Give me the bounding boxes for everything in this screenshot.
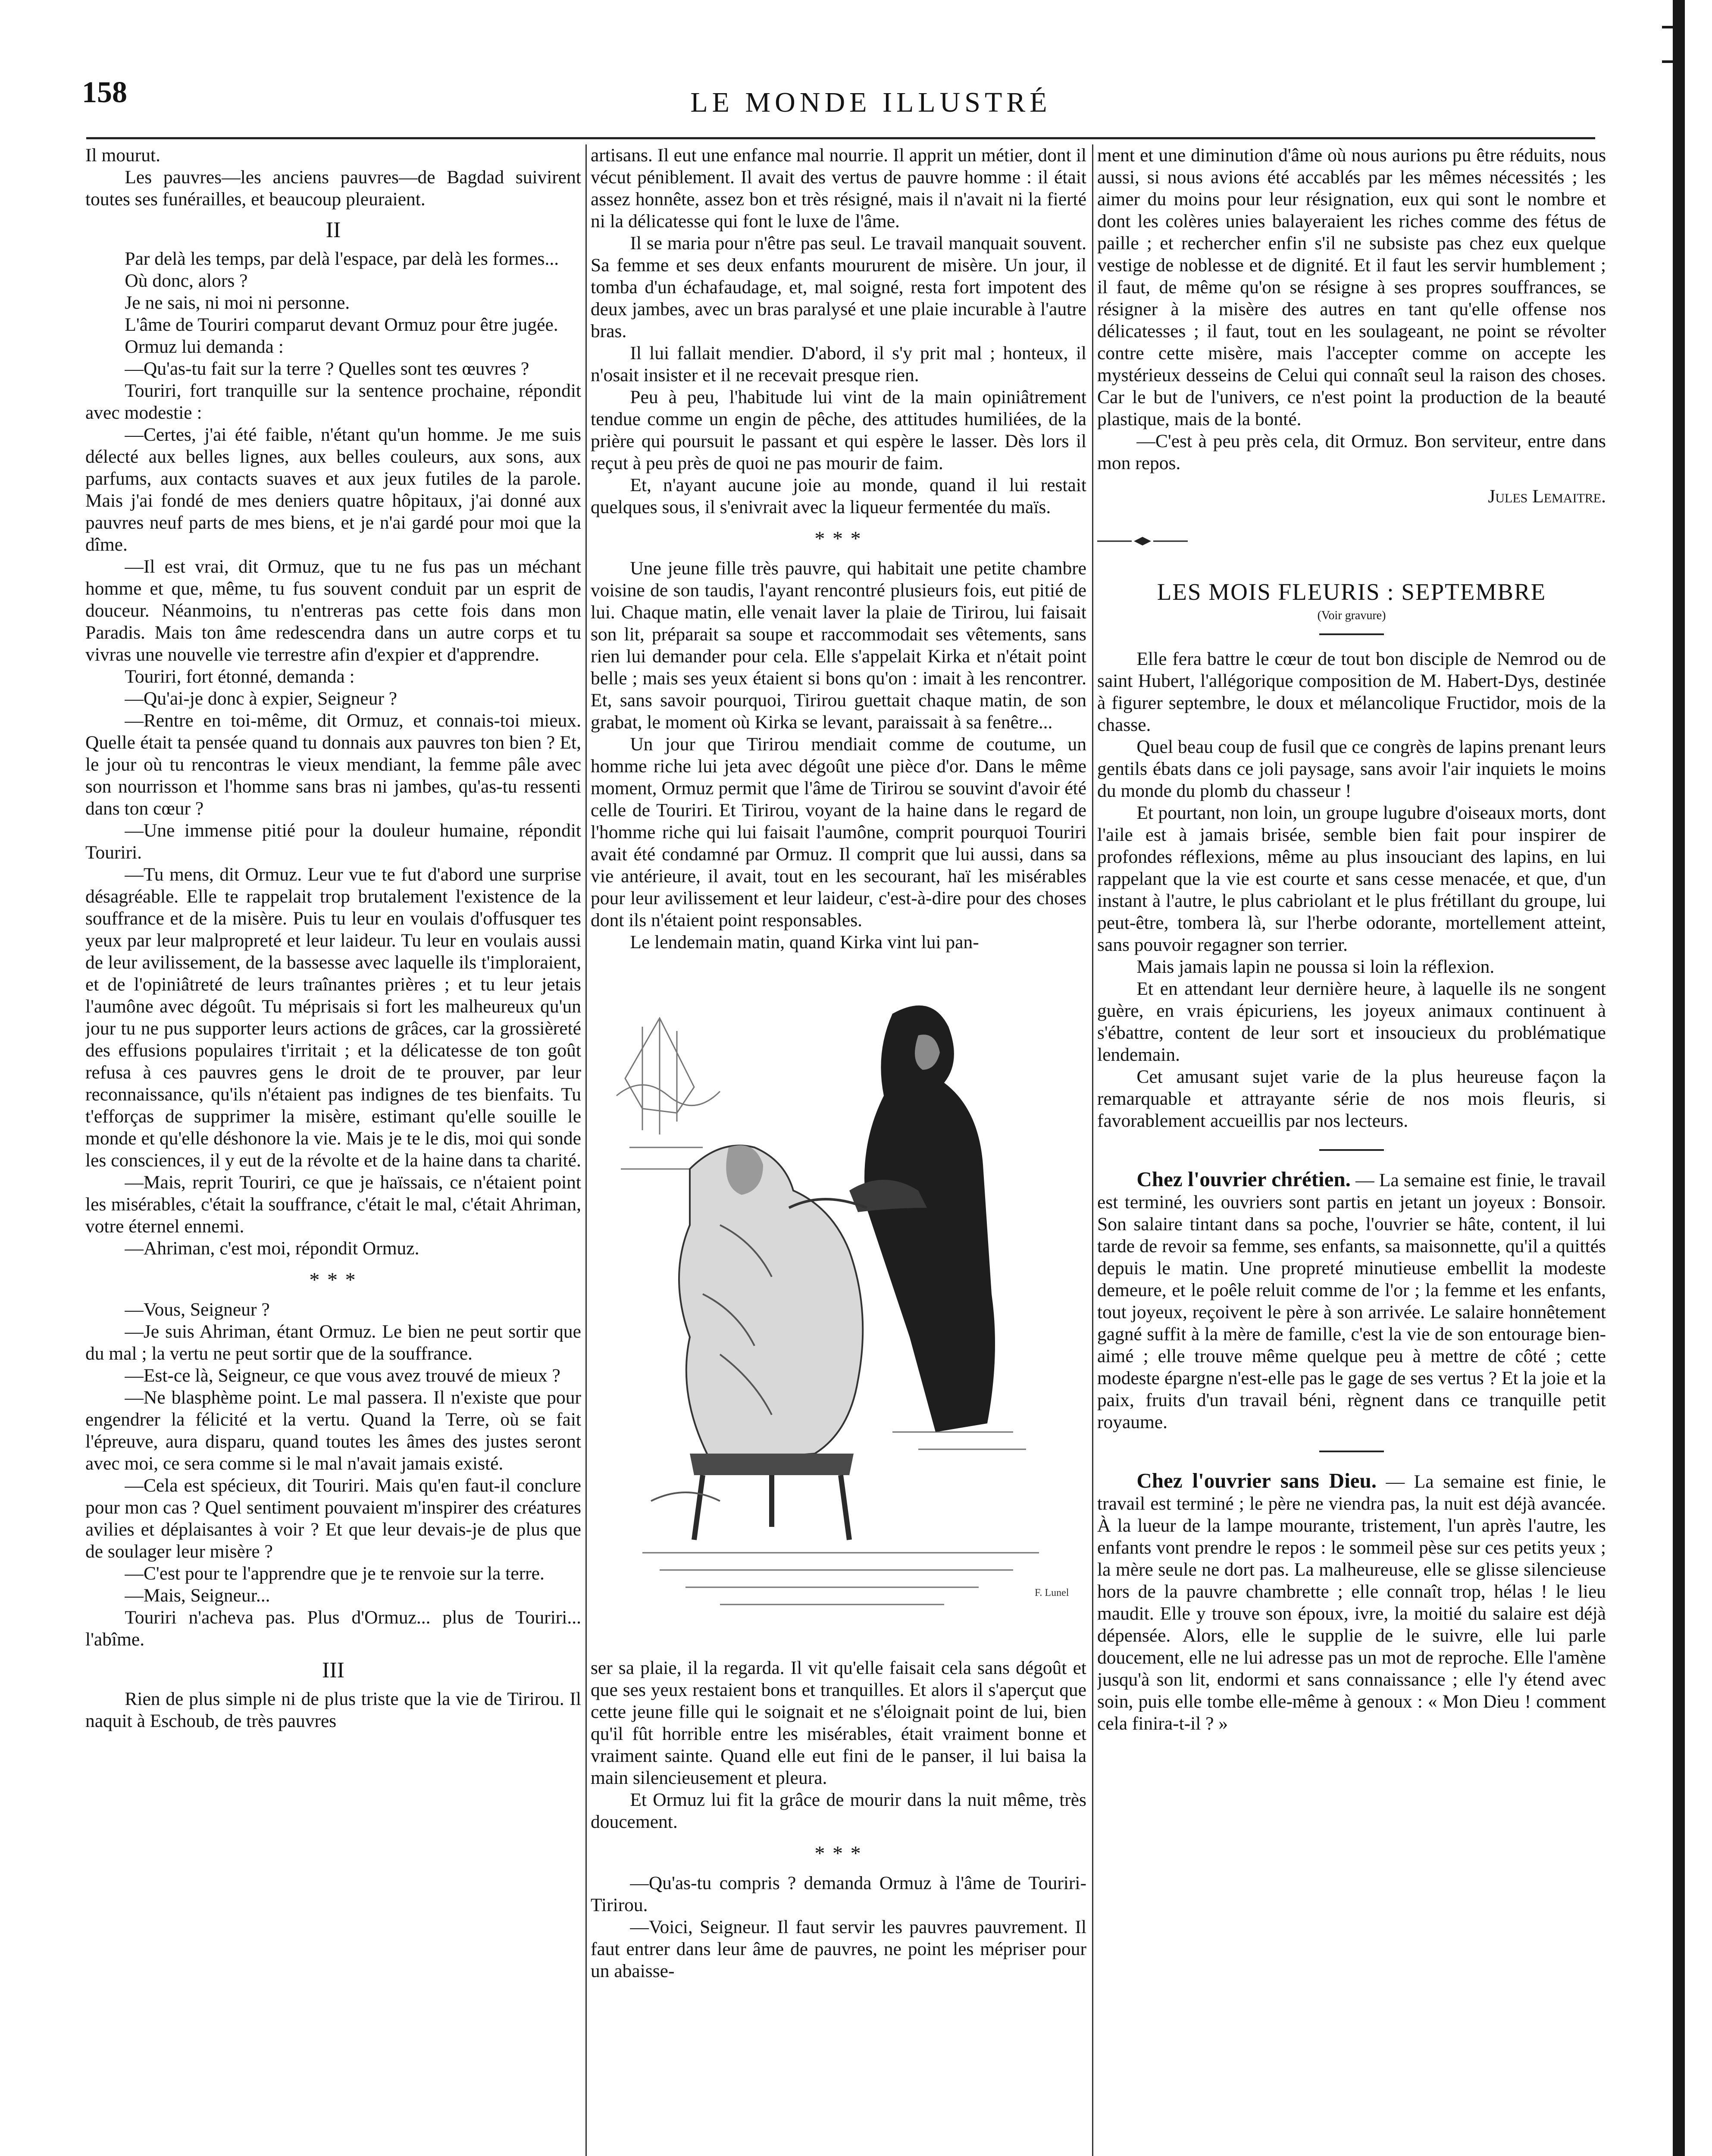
paragraph: Une jeune fille très pauvre, qui habitait une petite chambre voisine de son taudis, l'ayant rencontré plusieurs fois, eut pitié de lui. Chaque matin, elle venait laver la plaie de Tirirou, lui faisait son lit, préparait sa soupe et raccommodait ses vêtements, sans rien lui demander pour cela. Elle s'appelait Kirka et n'était point belle ; mais ses yeux étaient si bons qu'on : imait à les rencontrer. Et, sans savoir pourquoi, Tirirou guettait chaque matin, de son grabat, le moment où Kirka se levant, paraissait à sa fenêtre... xyxy=(591,558,1086,733)
short-rule xyxy=(1319,1149,1384,1151)
author-signature: Jules Lemaitre. xyxy=(1488,486,1606,507)
paragraph: —Voici, Seigneur. Il faut servir les pauvres pauvrement. Il faut entrer dans leur âme de pauvres, ne point les mépriser pour un abaisse- xyxy=(591,1917,1086,1981)
paragraph: —Ne blasphème point. Le mal passera. Il n'existe que pour engendrer la félicité et la vertu. Quand la Terre, où se fait l'épreuve, aura disparu, quand toutes les âmes des justes seront avec moi, ce sera comme si le mal n'avait jamais existé. xyxy=(85,1387,581,1474)
paragraph: Touriri, fort étonné, demanda : xyxy=(125,666,355,687)
paragraph: Elle fera battre le cœur de tout bon disciple de Nemrod ou de saint Hubert, l'allégorique composition de M. Habert-Dys, destinée à figurer septembre, le doux et mélancolique Fructidor, mois de la chasse. xyxy=(1097,649,1606,735)
paragraph: Peu à peu, l'habitude lui vint de la main opiniâtrement tendue comme un engin de pêche, des attitudes humiliées, de la prière qui poursuit le passant et qui espère le lasser. Dès lors il reçut à peu près de quoi ne pas mourir de faim. xyxy=(591,387,1086,473)
asterism: * * * xyxy=(814,527,863,550)
paragraph: —Ahriman, c'est moi, répondit Ormuz. xyxy=(125,1238,419,1259)
short-rule xyxy=(1319,1451,1384,1452)
paragraph: Quel beau coup de fusil que ce congrès de lapins prenant leurs gentils ébats dans ce joli paysage, sans avoir l'air inquiets le moins du monde du plomb du chasseur ! xyxy=(1097,736,1606,801)
paragraph: Cet amusant sujet varie de la plus heureuse façon la remarquable et attrayante série de nos mois fleuris, si favorablement accueillis par nos lecteurs. xyxy=(1097,1066,1606,1131)
paragraph: —Qu'as-tu fait sur la terre ? Quelles sont tes œuvres ? xyxy=(125,358,529,379)
masthead: LE MONDE ILLUSTRÉ xyxy=(690,87,1052,118)
paragraph: Touriri, fort tranquille sur la sentence prochaine, répondit avec modestie : xyxy=(85,380,581,423)
story-text xyxy=(1097,144,1606,474)
paragraph: —Mais, Seigneur... xyxy=(125,1585,270,1606)
paragraph: Et pourtant, non loin, un groupe lugubre d'oiseaux morts, dont l'aile est à jamais brisée, semble bien fait pour inspirer de profondes réflexions, même au plus insouciant des lapins, en lui rappelant que la vie est courte et sans cesse menacée, et que, d'un instant à l'autre, le plus cabriolant et le plus frétillant du groupe, lui peut-être, tombera là, sur l'herbe odorante, mortellement atteint, sans pouvoir regagner son terrier. xyxy=(1097,802,1606,955)
paragraph: Il se maria pour n'être pas seul. Le travail manquait souvent. Sa femme et ses deux enfants moururent de misère. Un jour, il tomba d'un échafaudage, et, mal soigné, resta fort impotent des deux jambes, avec un bras paralysé et une plaie incurable à l'autre bras. xyxy=(591,233,1086,342)
paragraph: Touriri n'acheva pas. Plus d'Ormuz... plus de Touriri... l'abîme. xyxy=(85,1607,581,1650)
story-text xyxy=(591,144,1086,953)
paragraph: Un jour que Tirirou mendiait comme de coutume, un homme riche lui jeta avec dégoût une pièce d'or. Dans le même moment, Ormuz permit que l'âme de Tirirou se souvint d'avoir été celle de Touriri. Et Tirirou, voyant de la haine dans le regard de l'homme riche qui lui faisait l'aumône, comprit pourquoi Touriri avait été condamné par Ormuz. Il comprit que lui aussi, dans sa vie antérieure, il avait, tout en les secourant, haï les misérables pour leur avilissement et leur laideur, c'est-à-dire pour des choses dont ils n'étaient point responsables. xyxy=(591,734,1086,931)
header-rule xyxy=(86,137,1595,139)
paragraph: Et Ormuz lui fit la grâce de mourir dans la nuit même, très doucement. xyxy=(591,1789,1086,1832)
paragraph: Il lui fallait mendier. D'abord, il s'y prit mal ; honteux, il n'osait insister et il ne recevait presque rien. xyxy=(591,343,1086,385)
paragraph: —Est-ce là, Seigneur, ce que vous avez trouvé de mieux ? xyxy=(125,1365,560,1386)
paragraph: Mais jamais lapin ne poussa si loin la réflexion. xyxy=(1136,956,1495,977)
paragraph: L'âme de Touriri comparut devant Ormuz pour être jugée. xyxy=(125,314,558,335)
illustration-kirka-tirirou xyxy=(591,966,1086,1648)
paragraph: —Mais, reprit Touriri, ce que je haïssais, ce n'étaient point les misérables, c'était la souffrance, c'était le mal, c'était Ahriman, votre éternel ennemi. xyxy=(85,1172,581,1237)
column-1 xyxy=(85,144,581,2156)
paragraph: —Tu mens, dit Ormuz. Leur vue te fut d'abord une surprise désagréable. Elle te rappelait trop brutalement l'existence de la souffrance et de la misère. Puis tu leur en voulais d'offusquer tes yeux par leur malpropreté et leur laideur. Tu leur en voulais aussi de leur avilissement, de la bassesse avec laquelle ils t'imploraient, et de l'opiniâtreté de leurs traînantes prières ; et tu leur jetais l'aumône avec dégoût. Tu méprisais si fort les malheureux qu'un jour tu ne pus supporter leurs actions de grâces, car la grossièreté des effusions populaires t'irritait ; et la délicatesse de ton goût refusa à ces pauvres gens le droit de te prouver, par leur reconnaissance, qu'ils n'étaient pas indignes de tes bienfaits. Tu t'efforças de supprimer la misère, estimant qu'elle souille le monde et qu'elle déshonore la vie. Mais je te le dis, moi qui sonde les consciences, il y eut de la révolte et de la haine dans ta charité. xyxy=(85,864,581,1171)
section-subhead: (Voir gravure) xyxy=(1317,609,1386,622)
column-3 xyxy=(1097,144,1606,2156)
paragraph: Par delà les temps, par delà l'espace, par delà les formes... xyxy=(125,248,559,269)
paragraph: Je ne sais, ni moi ni personne. xyxy=(125,292,350,313)
column-rule xyxy=(585,144,587,2156)
story-text xyxy=(85,144,581,1732)
paragraph: Ormuz lui demanda : xyxy=(125,336,284,357)
paragraph-text: — La semaine est finie, le travail est terminé ; le père ne viendra pas, la nuit est déjà avancée. À la lueur de la lampe mourante, tristement, l'un après l'autre, les enfants vont prendre le repos : le sommeil pèse sur ces petits yeux ; la mère seule ne dort pas. La malheureuse, elle se glisse silencieuse hors de la pauvre chambrette ; elle connaît trop, hélas ! le lieu maudit. Elle y trouve son époux, ivre, la moitié du salaire est déjà dépensée. Alors, elle le supplie de le suivre, elle lui parle doucement, elle ne lui adresse pas un mot de reproche. Elle l'amène jusqu'à son lit, endormi et sans connaissance ; elle l'y étend avec soin, puis elle tombe elle-même à genoux : « Mon Dieu ! comment cela finira-t-il ? » xyxy=(1097,1471,1606,1734)
binding-mark xyxy=(1662,26,1677,28)
story-text xyxy=(591,1657,1086,1982)
paragraph-ouvrier-chretien xyxy=(1097,1168,1606,1433)
column-2 xyxy=(591,144,1086,2156)
column-rule xyxy=(1092,144,1093,2156)
short-rule xyxy=(1319,633,1384,635)
paragraph: —Rentre en toi-même, dit Ormuz, et connais-toi mieux. Quelle était ta pensée quand tu donnais aux pauvres ton bien ? Et, le jour où tu rencontras le vieux mendiant, la femme pâle avec son nourrisson et l'homme sans bras ni jambes, qu'as-tu ressenti dans ton cœur ? xyxy=(85,710,581,819)
paragraph: —Certes, j'ai été faible, n'étant qu'un homme. Je me suis délecté aux belles lignes, aux belles couleurs, aux sons, aux parfums, aux contacts suaves et aux jeux futiles de la parole. Mais j'ai fondé de mes deniers quatre hôpitaux, j'ai donné aux pauvres neuf parts de mes biens, et je n'ai gardé pour moi que la dîme. xyxy=(85,424,581,555)
illustration-signature: F. Lunel xyxy=(1035,1587,1069,1598)
paragraph: —Je suis Ahriman, étant Ormuz. Le bien ne peut sortir que du mal ; la vertu ne peut sortir que de la souffrance. xyxy=(85,1321,581,1364)
paragraph: —Il est vrai, dit Ormuz, que tu ne fus pas un méchant homme et que, même, tu fus souvent conduit par un esprit de douceur. Néanmoins, tu n'entreras pas cette fois dans mon Paradis. Mais ton âme redescendra dans un autre corps et tu vivras une nouvelle vie terrestre afin d'expier et d'apprendre. xyxy=(85,556,581,665)
paragraph: ment et une diminution d'âme où nous aurions pu être réduits, nous aussi, si nous avions été accablés par les mêmes nécessités ; les aimer du moins pour leur résignation, eux qui sont le nombre et dont les colères unies balayeraient les riches comme des fétus de paille ; et rechercher enfin s'il ne subsiste pas chez eux quelque vestige de noblesse et de dignité. Et il faut les servir humblement ; il faut, de même qu'on se résigne à ses propres souffrances, se résigner à la misère des autres en tant qu'elle offense nos délicatesses ; il faut, tout en les soulageant, ne point se révolter contre cette misère, mais l'accepter comme on accepte les mystérieux desseins de Celui qui connaît seul la raison des choses. Car le but de l'univers, ce n'est point la production de la beauté plastique, mais de la bonté. xyxy=(1097,145,1606,429)
feature-text xyxy=(1097,648,1606,1132)
paragraph: —Cela est spécieux, dit Touriri. Mais qu'en faut-il conclure pour mon cas ? Quel sentiment pouvaient m'inspirer des créatures avilies et déplaisantes à voir ? Et que leur devais-je de plus que de soulager leur misère ? xyxy=(85,1475,581,1562)
runin-heading: Chez l'ouvrier chrétien. xyxy=(1136,1167,1351,1191)
paragraph: —Qu'as-tu compris ? demanda Ormuz à l'âme de Touriri-Tirirou. xyxy=(591,1873,1086,1915)
section-number: III xyxy=(322,1658,344,1683)
asterism: * * * xyxy=(309,1269,357,1291)
ornament-divider xyxy=(1097,536,1188,546)
paragraph: Où donc, alors ? xyxy=(125,270,248,291)
section-headline: LES MOIS FLEURIS : SEPTEMBRE xyxy=(1157,579,1546,605)
paragraph: Les pauvres—les anciens pauvres—de Bagdad suivirent toutes ses funérailles, et beaucoup pleuraient. xyxy=(85,167,581,210)
paragraph: —C'est à peu près cela, dit Ormuz. Bon serviteur, entre dans mon repos. xyxy=(1097,431,1606,473)
runin-heading: Chez l'ouvrier sans Dieu. xyxy=(1136,1469,1377,1492)
binding-mark xyxy=(1662,60,1677,63)
section-number: II xyxy=(325,218,341,242)
paragraph-text: — La semaine est finie, le travail est terminé, les ouvriers sont partis en jetant un joyeux : Bonsoir. Son salaire tintant dans sa poche, l'ouvrier se hâte, content, il lui tarde de revoir sa femme, ses enfants, sa maisonnette, qu'il a quittés depuis le matin. Une propreté minutieuse embellit la modeste demeure, et le poêle reluit comme de l'or ; la femme et les enfants, tout joyeux, reçoivent le père à son arrivée. Le salaire honnêtement gagné suffit à la mère de famille, c'est la vie de son entourage bien-aimé ; elle trouve même quelque peu à mettre de côté ; cette modeste épargne n'est-elle pas le gage de ses vertus ? Et la joie et la paix, fruits d'un travail béni, règnent dans ce tranquille petit royaume. xyxy=(1097,1170,1606,1432)
paragraph: artisans. Il eut une enfance mal nourrie. Il apprit un métier, dont il vécut péniblement. Il avait des vertus de pauvre homme : il était assez honnête, assez bon et très résigné, mais il n'avait ni la fierté ni la délicatesse qui font le luxe de l'âme. xyxy=(591,145,1086,232)
paragraph: Il mourut. xyxy=(85,145,160,166)
page-number: 158 xyxy=(82,76,127,109)
paragraph: Rien de plus simple ni de plus triste que la vie de Tirirou. Il naquit à Eschoub, de très pauvres xyxy=(85,1689,581,1731)
paragraph: Le lendemain matin, quand Kirka vint lui pan- xyxy=(630,932,979,953)
paragraph: —Qu'ai-je donc à expier, Seigneur ? xyxy=(125,688,397,709)
paragraph-ouvrier-sans-dieu xyxy=(1097,1470,1606,1735)
paragraph: Et, n'ayant aucune joie au monde, quand il lui restait quelques sous, il s'enivrait avec la liqueur fermentée du maïs. xyxy=(591,475,1086,517)
paragraph: —Une immense pitié pour la douleur humaine, répondit Touriri. xyxy=(85,820,581,863)
paragraph: Et en attendant leur dernière heure, à laquelle ils ne songent guère, en vrais épicuriens, les joyeux animaux continuent à s'ébattre, content de leur sort et insoucieux du problématique lendemain. xyxy=(1097,978,1606,1065)
paragraph: —Vous, Seigneur ? xyxy=(125,1299,270,1320)
binding-edge xyxy=(1673,0,1685,2156)
paragraph: ser sa plaie, il la regarda. Il vit qu'elle faisait cela sans dégoût et que ses yeux restaient bons et tranquilles. Et alors il s'aperçut que cette jeune fille qui le soignait et ne s'éloignait point de lui, bien qu'il fût horrible entre les misérables, était vraiment bonne et vraiment sainte. Quand elle eut fini de le panser, il lui baisa la main silencieusement et pleura. xyxy=(591,1658,1086,1788)
paragraph: —C'est pour te l'apprendre que je te renvoie sur la terre. xyxy=(125,1563,545,1584)
asterism: * * * xyxy=(814,1842,863,1865)
